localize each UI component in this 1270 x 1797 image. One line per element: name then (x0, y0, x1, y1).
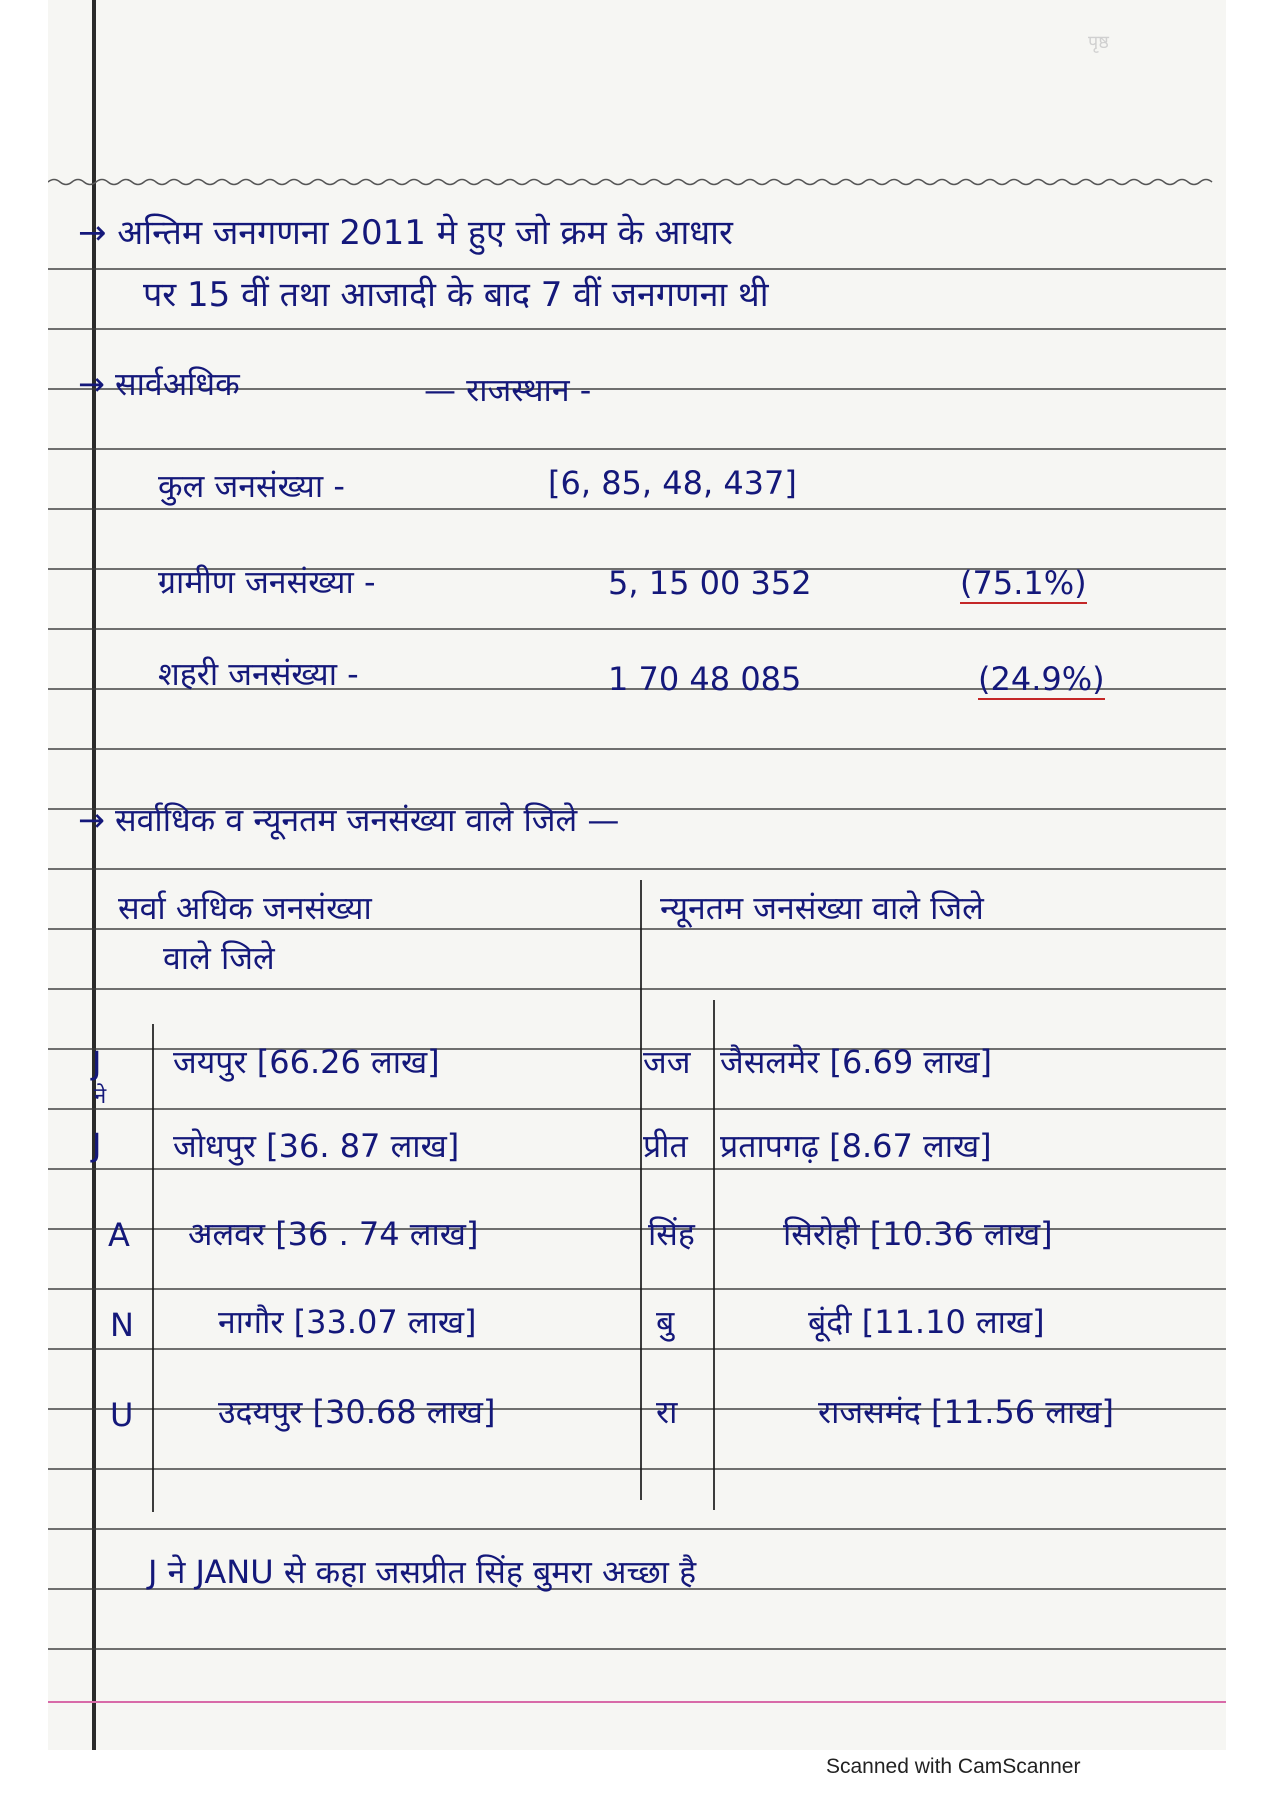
table-left-divider (152, 1024, 154, 1512)
table-center-divider (640, 880, 642, 1500)
mnemonic-right-4: बु (656, 1303, 675, 1341)
heading-main: → सार्वअधिक (78, 365, 240, 403)
rural-population-label: ग्रामीण जनसंख्या - (158, 563, 376, 601)
notebook-page (48, 0, 1226, 1750)
mnemonic-left-5: U (110, 1396, 134, 1434)
min-district-5: राजसमंद [11.56 लाख] (818, 1393, 1114, 1431)
urban-population-value: 1 70 48 085 (608, 660, 802, 698)
table-left-header-line-1: सर्वा अधिक जनसंख्या (118, 889, 372, 927)
max-district-5: उदयपुर [30.68 लाख] (218, 1393, 496, 1431)
mnemonic-right-5: रा (656, 1393, 678, 1431)
heading-state: — राजस्थान - (424, 371, 592, 409)
bottom-margin-rule (48, 1701, 1226, 1703)
top-margin-rule (48, 176, 1226, 188)
mnemonic-left-2: J (92, 1126, 102, 1164)
districts-heading: → सर्वाधिक व न्यूनतम जनसंख्या वाले जिले — (78, 801, 620, 839)
spiral-binding (92, 0, 96, 1750)
max-district-3: अलवर [36 . 74 लाख] (188, 1215, 479, 1253)
mnemonic-right-3: सिंह (648, 1215, 695, 1253)
corner-note: पृष्ठ (1088, 32, 1109, 53)
total-population-value: [6, 85, 48, 437] (548, 464, 797, 502)
intro-line-2: पर 15 वीं तथा आजादी के बाद 7 वीं जनगणना थी (143, 275, 769, 315)
max-district-1: जयपुर [66.26 लाख] (173, 1043, 440, 1081)
min-district-2: प्रतापगढ़ [8.67 लाख] (720, 1127, 992, 1165)
max-district-2: जोधपुर [36. 87 लाख] (173, 1127, 460, 1165)
table-left-header-line-2: वाले जिले (163, 939, 275, 977)
mnemonic-left-1: J (92, 1044, 102, 1082)
max-district-4: नागौर [33.07 लाख] (218, 1303, 477, 1341)
intro-line-1: → अन्तिम जनगणना 2011 मे हुए जो क्रम के आधार (78, 213, 733, 253)
mnemonic-sentence: J ने JANU से कहा जसप्रीत सिंह बुमरा अच्छा है (148, 1553, 697, 1591)
scanner-footer: Scanned with CamScanner (826, 1755, 1081, 1778)
table-right-header: न्यूनतम जनसंख्या वाले जिले (660, 889, 984, 927)
min-district-1: जैसलमेर [6.69 लाख] (720, 1043, 993, 1081)
table-right-divider (713, 1000, 715, 1510)
mnemonic-right-1: जज (643, 1043, 691, 1081)
mnemonic-left-4: N (110, 1306, 134, 1344)
rural-population-percent: (75.1%) (960, 564, 1087, 602)
rural-population-value: 5, 15 00 352 (608, 564, 812, 602)
urban-population-label: शहरी जनसंख्या - (158, 655, 359, 693)
min-district-4: बूंदी [11.10 लाख] (808, 1303, 1045, 1341)
mnemonic-right-2: प्रीत (643, 1127, 688, 1165)
mnemonic-between-marker: ने (94, 1084, 107, 1109)
urban-population-percent: (24.9%) (978, 660, 1105, 698)
total-population-label: कुल जनसंख्या - (158, 467, 345, 505)
mnemonic-left-3: A (108, 1216, 130, 1254)
min-district-3: सिरोही [10.36 लाख] (783, 1215, 1053, 1253)
